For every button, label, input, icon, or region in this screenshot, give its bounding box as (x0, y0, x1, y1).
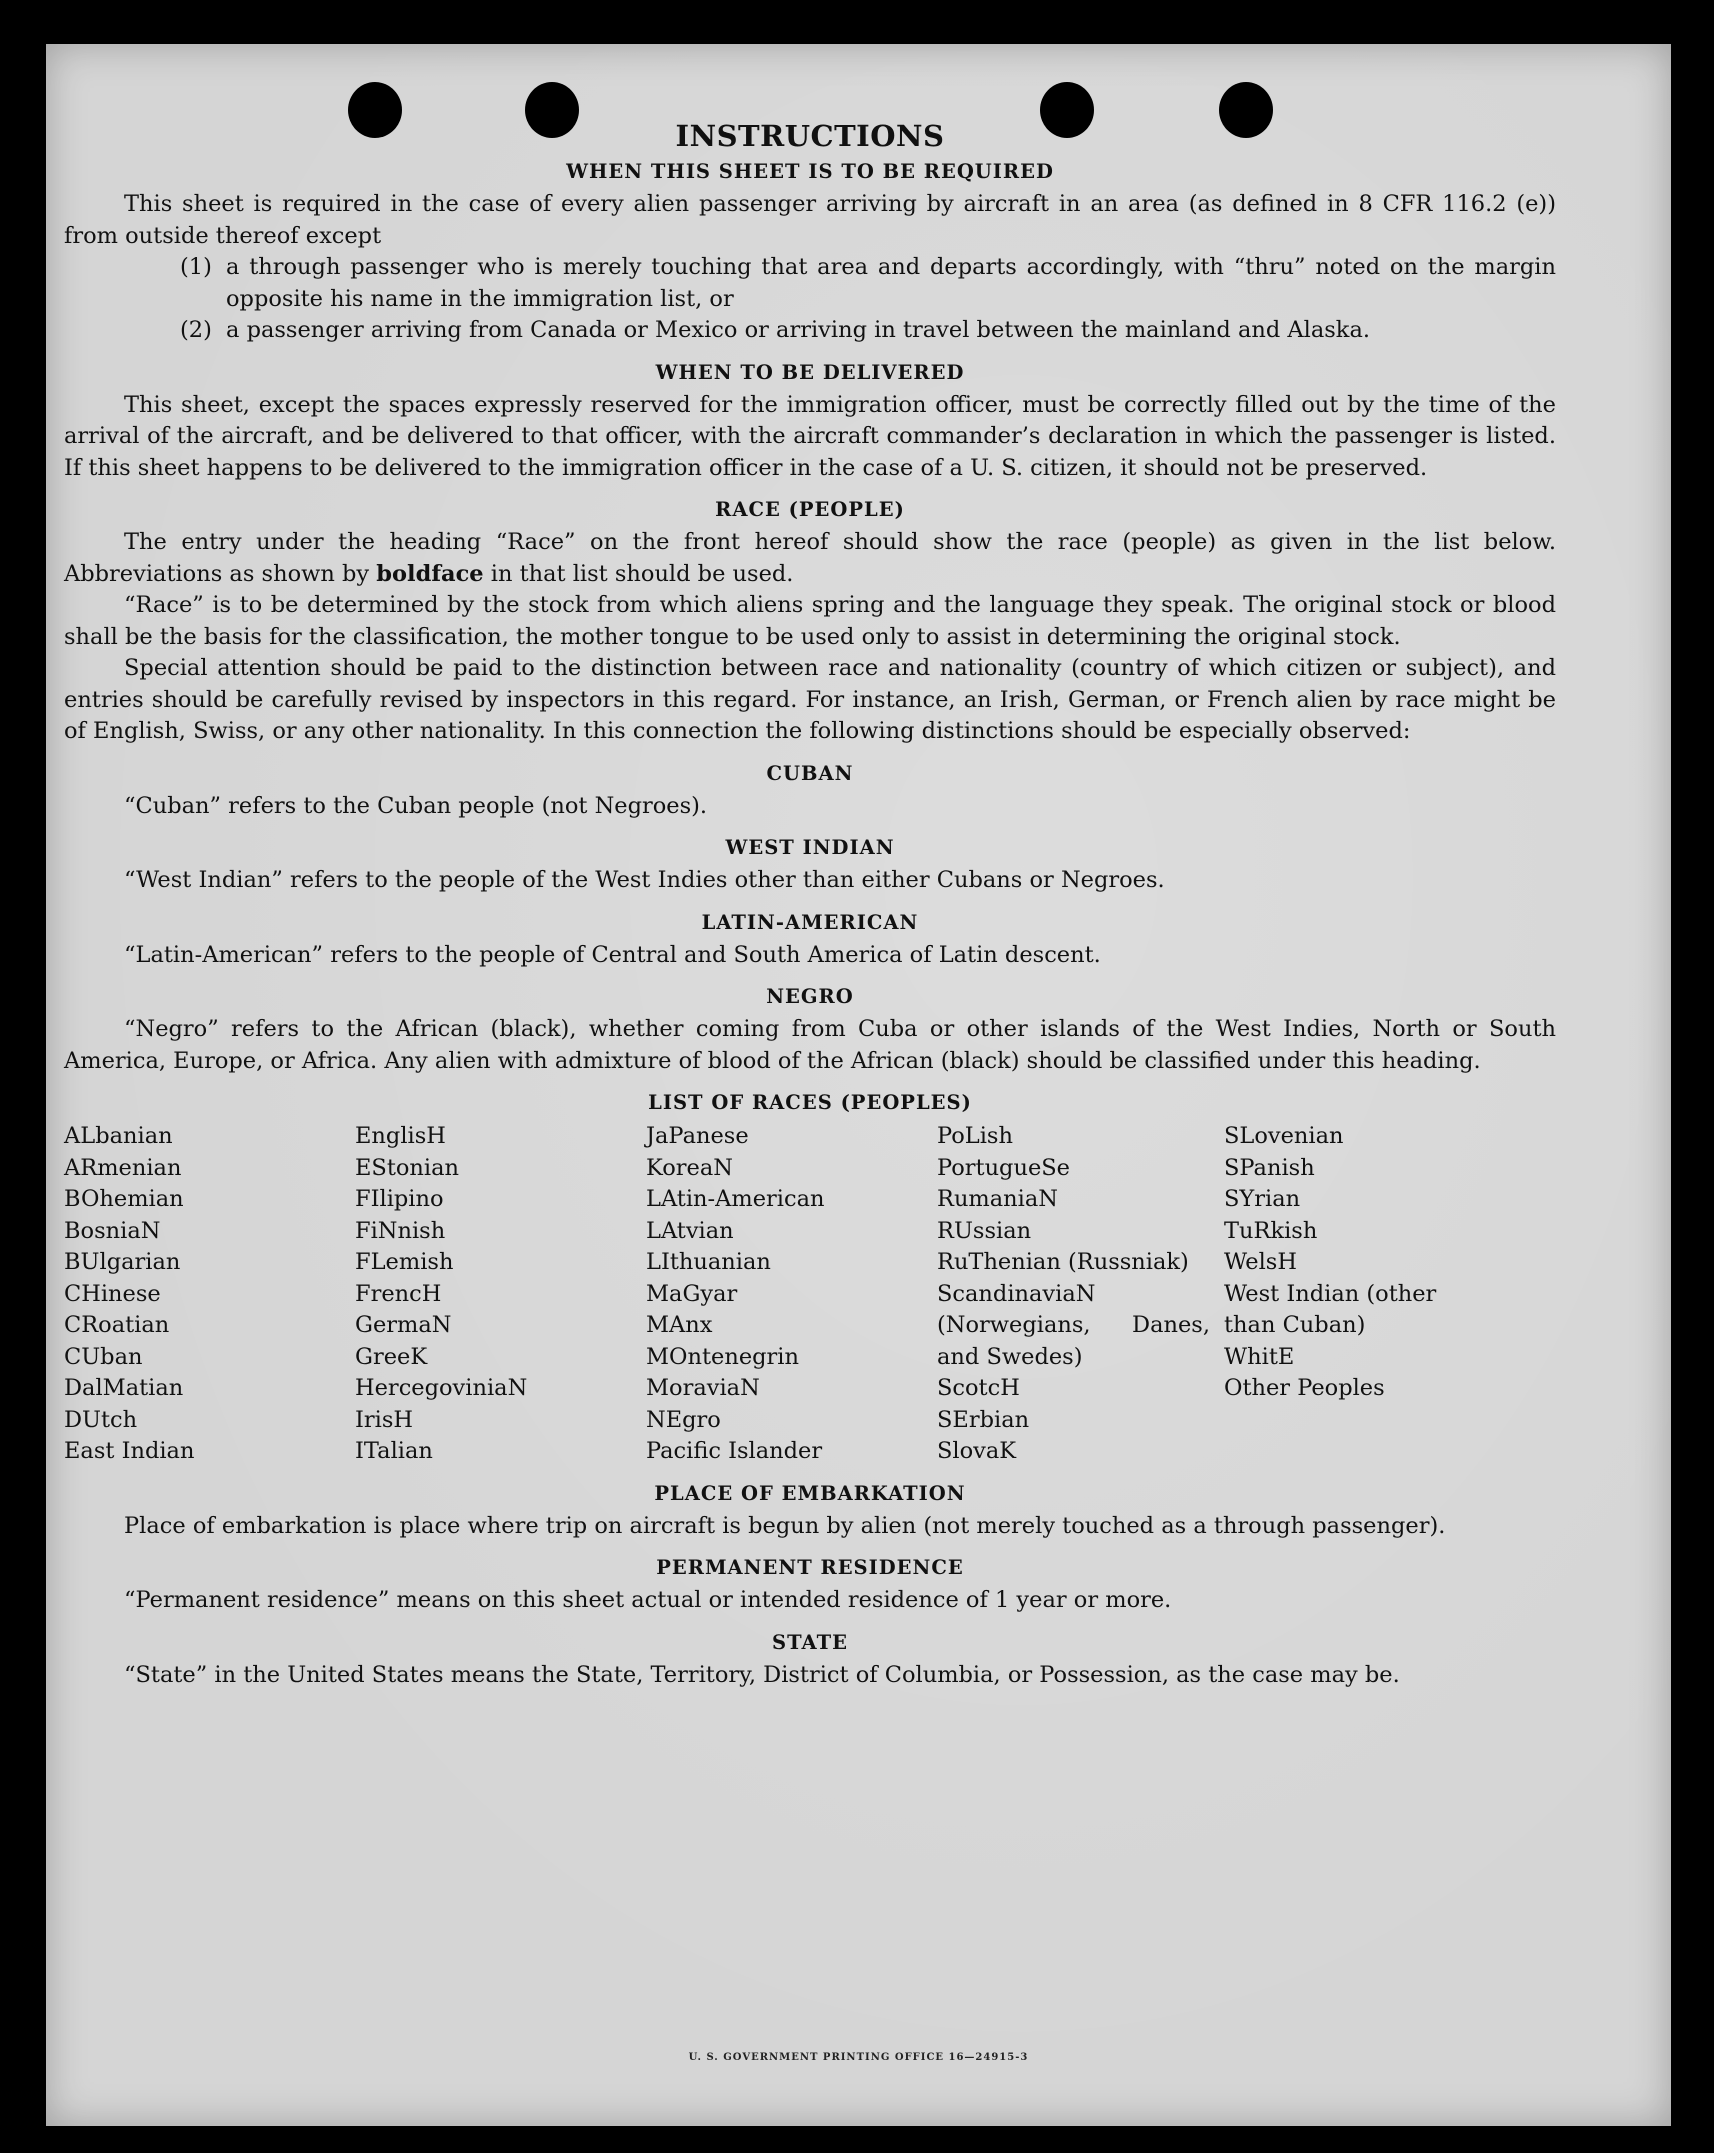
race-item: RuThenian (Russniak) (937, 1249, 1189, 1275)
race-item: NEgro (646, 1406, 721, 1433)
heading-latin-american: LATIN-AMERICAN (701, 910, 919, 934)
race-item: TuRkish (1224, 1217, 1318, 1244)
race-item: FiNnish (355, 1217, 446, 1244)
heading-west-indian: WEST INDIAN (725, 836, 895, 859)
race-item: EnglisH (355, 1123, 446, 1149)
race-item: WelsH (1224, 1249, 1297, 1275)
race-item: EStonian (355, 1154, 460, 1181)
race-item: ScandinaviaN (Norwegians, Danes, and Swedes) (937, 1280, 1210, 1370)
race-item: MAnx (646, 1312, 713, 1338)
race-item: SPanish (1224, 1154, 1315, 1181)
race-item: BosniaN (64, 1217, 161, 1244)
race-column (937, 1121, 1224, 1468)
race-item: ITalian (355, 1438, 433, 1464)
heading-state: STATE (772, 1630, 848, 1654)
race-item: KoreaN (646, 1154, 733, 1181)
item-number: (2) (180, 317, 212, 343)
race-item: ALbanian (64, 1123, 173, 1149)
page-title: INSTRUCTIONS (675, 119, 945, 153)
race-item: CUban (64, 1343, 143, 1370)
paragraph-permanent-residence: “Permanent residence” means on this sheet actual or intended residence of 1 year or more. (124, 1587, 1172, 1613)
race-item: West Indian (other than Cuban) (1224, 1280, 1437, 1338)
heading-permanent-residence: PERMANENT RESIDENCE (656, 1556, 964, 1579)
race-column (646, 1121, 937, 1468)
exception-item (180, 315, 1556, 347)
item-text: a passenger arriving from Canada or Mexico or arriving in travel between the mainland and Alaska. (226, 317, 1371, 343)
race-item: SErbian (937, 1406, 1030, 1433)
race-item: FrencH (355, 1280, 442, 1307)
text-segment: in that list should be used. (483, 560, 794, 587)
race-item: East Indian (64, 1438, 195, 1464)
text-segment: The entry under the heading “Race” on the front hereof should show the race (people) as given in the list below. Abbreviations as shown by (64, 529, 1556, 587)
race-item: PortugueSe (937, 1154, 1071, 1181)
race-item: ARmenian (64, 1154, 182, 1181)
race-item: DUtch (64, 1406, 138, 1433)
race-item: BUlgarian (64, 1249, 181, 1275)
paragraph-race-definition: “Race” is to be determined by the stock from which aliens spring and the language they speak. The original stock or blood shall be the basis for the classification, the mother tongue to be used only to assist in determining the original stock. (64, 592, 1556, 650)
race-item: SLovenian (1224, 1123, 1344, 1149)
item-text: a through passenger who is merely touching that area and departs accordingly, with “thru” noted on the margin opposite his name in the immigration list, or (226, 254, 1556, 312)
race-item: LAtvian (646, 1217, 734, 1244)
paragraph-latin-american: “Latin-American” refers to the people of Central and South America of Latin descent. (124, 941, 1101, 968)
paragraph-special-attention: Special attention should be paid to the distinction between race and nationality (country of which citizen or subject), and entries should be carefully revised by inspectors in this regard. For instance, an Irish, German, or French alien by race might be of English, Swiss, or any other nationality. In this connection the following distinctions should be especially observed: (64, 655, 1556, 744)
race-item: ScotcH (937, 1375, 1020, 1401)
paragraph-when-delivered: This sheet, except the spaces expressly reserved for the immigration officer, must be correctly filled out by the time of the arrival of the aircraft, and be delivered to that officer, with the aircraft commander’s declaration in which the passenger is listed. If this sheet happens to be delivered to the immigration officer in the case of a U. S. citizen, it should not be preserved. (64, 391, 1556, 481)
race-item: DalMatian (64, 1375, 184, 1401)
paragraph-place-of-embarkation: Place of embarkation is place where trip on aircraft is begun by alien (not merely touched as a through passenger). (124, 1512, 1446, 1539)
race-item: FLemish (355, 1249, 454, 1275)
race-item: RUssian (937, 1217, 1032, 1244)
paragraph-when-required: This sheet is required in the case of every alien passenger arriving by aircraft in an area (as defined in 8 CFR 116.2 (e)) from outside thereof except (64, 191, 1556, 249)
item-number: (1) (180, 254, 212, 280)
race-item: MOntenegrin (646, 1343, 799, 1370)
race-item: JaPanese (646, 1123, 749, 1149)
heading-negro: NEGRO (766, 985, 854, 1008)
race-item: SlovaK (937, 1438, 1017, 1464)
document-sheet (46, 44, 1671, 2126)
paragraph-west-indian: “West Indian” refers to the people of the West Indies other than either Cubans or Negroes. (124, 867, 1165, 893)
race-item: LIthuanian (646, 1249, 771, 1275)
race-list (64, 1121, 1556, 1468)
heading-cuban: CUBAN (766, 761, 854, 785)
heading-list-of-races: LIST OF RACES (PEOPLES) (648, 1091, 972, 1114)
race-item: MaGyar (646, 1280, 738, 1307)
race-item: WhitE (1224, 1343, 1295, 1370)
text-boldface: boldface (376, 560, 484, 587)
race-item: GermaN (355, 1312, 452, 1338)
race-item: HercegoviniaN (355, 1375, 528, 1401)
race-item: FIlipino (355, 1186, 444, 1212)
race-item: IrisH (355, 1406, 414, 1433)
paragraph-state: “State” in the United States means the State, Territory, District of Columbia, or Possession, as the case may be. (124, 1661, 1400, 1688)
race-item: LAtin-American (646, 1186, 825, 1212)
race-column (355, 1121, 646, 1468)
heading-race: RACE (PEOPLE) (715, 498, 905, 521)
race-item: Pacific Islander (646, 1438, 823, 1464)
instructions-content (64, 118, 1556, 1691)
heading-place-of-embarkation: PLACE OF EMBARKATION (654, 1481, 966, 1505)
race-item: RumaniaN (937, 1186, 1058, 1212)
printer-imprint: U. S. GOVERNMENT PRINTING OFFICE 16—24915-3 (688, 2052, 1029, 2063)
race-column (64, 1121, 355, 1468)
heading-when-delivered: WHEN TO BE DELIVERED (655, 360, 965, 384)
race-item: CRoatian (64, 1312, 170, 1338)
race-column (1224, 1121, 1556, 1468)
race-item: GreeK (355, 1343, 428, 1370)
paragraph-negro: “Negro” refers to the African (black), whether coming from Cuba or other islands of the West Indies, North or South America, Europe, or Africa. Any alien with admixture of blood of the African (black) should be classified under this heading. (64, 1016, 1556, 1074)
paragraph-cuban: “Cuban” refers to the Cuban people (not Negroes). (124, 792, 708, 819)
race-item: CHinese (64, 1280, 161, 1307)
heading-when-required: WHEN THIS SHEET IS TO BE REQUIRED (566, 160, 1054, 183)
race-item: MoraviaN (646, 1375, 760, 1401)
race-item: PoLish (937, 1123, 1013, 1149)
paragraph-race-entry (64, 527, 1556, 590)
exception-item (180, 252, 1556, 315)
race-item: BOhemian (64, 1186, 184, 1212)
race-item: Other Peoples (1224, 1375, 1385, 1401)
race-item: SYrian (1224, 1186, 1301, 1212)
